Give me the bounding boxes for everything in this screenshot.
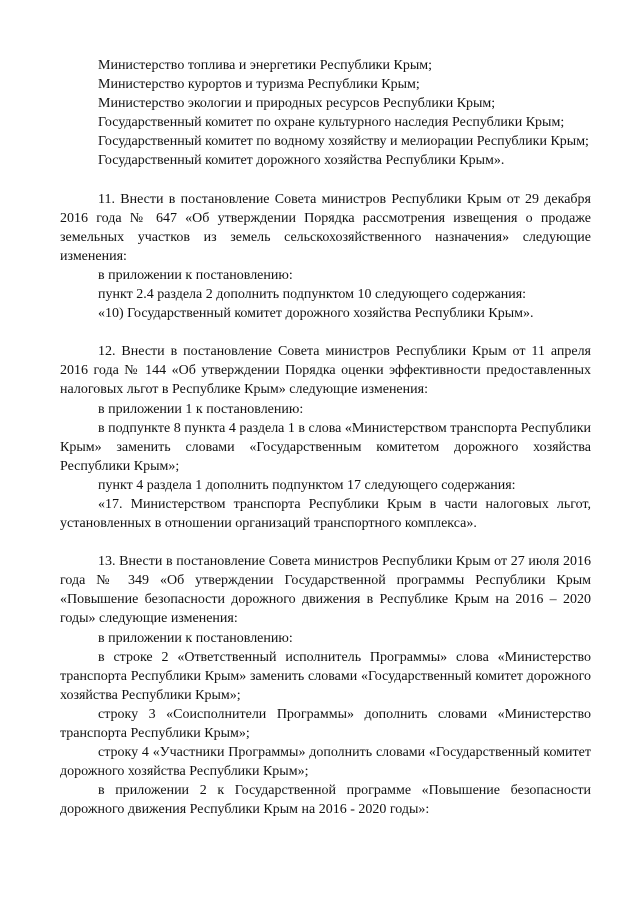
paragraph: в приложении к постановлению: [98,630,293,646]
paragraph: «17. Министерством транспорта Республики Крым в части налоговых льгот, установленных в отношении организаций транспортного комплекса». [60,496,591,532]
item-11-heading: 11. Внести в постановление Совета министров Республики Крым от 29 декабря 2016 года № 647 «Об утверждении Порядка рассмотрения извещения о продаже земельных участков из земель сельскохозяйственного назначения» следующие изменения: [60,191,591,264]
paragraph: Министерство экологии и природных ресурсов Республики Крым; [98,96,496,112]
paragraph: «10) Государственный комитет дорожного хозяйства Республики Крым». [98,306,534,322]
paragraph: Государственный комитет по охране культурного наследия Республики Крым; [98,115,565,131]
paragraph: Министерство топлива и энергетики Республики Крым; [98,58,432,73]
paragraph: в приложении 1 к постановлению: [98,401,304,417]
paragraph: строку 3 «Соисполнители Программы» дополнить словами «Министерство транспорта Республики Крым»; [60,706,591,741]
paragraph: Государственный комитет по водному хозяйству и мелиорации Республики Крым; [98,134,589,150]
item-13-heading: 13. Внести в постановление Совета министров Республики Крым от 27 июля 2016 года № 349 «Об утверждении Государственной программы Республики Крым «Повышение безопасности дорожного движения в Республике Крым на 2016 – 2020 годы» следующие изменения: [60,554,591,627]
paragraph: Государственный комитет дорожного хозяйства Республики Крым». [98,153,505,169]
paragraph: в приложении 2 к Государственной программе «Повышение безопасности дорожного движения Республики Крым на 2016 - 2020 годы»: [60,783,591,818]
document-page [60,56,591,819]
paragraph-gap [60,323,591,342]
paragraph: в подпункте 8 пункта 4 раздела 1 в слова «Министерством транспорта Республики Крым» заменить словами «Государственным комитетом дорожного хозяйства Республики Крым»; [60,420,592,474]
paragraph: строку 4 «Участники Программы» дополнить словами «Государственный комитет дорожного хозяйства Республики Крым»; [60,745,591,780]
paragraph: Министерство курортов и туризма Республики Крым; [98,77,420,93]
paragraph-gap [60,171,591,190]
paragraph: пункт 4 раздела 1 дополнить подпунктом 17 следующего содержания: [98,477,516,493]
paragraph: в строке 2 «Ответственный исполнитель Программы» слова «Министерство транспорта Республики Крым» заменить словами «Государственный комитет дорожного хозяйства Республики Крым»; [60,649,591,703]
item-12-heading: 12. Внести в постановление Совета министров Республики Крым от 11 апреля 2016 года № 144 «Об утверждении Порядка оценки эффективности предоставленных налоговых льгот в Республике Крым» следующие изменения: [60,344,591,398]
paragraph: пункт 2.4 раздела 2 дополнить подпунктом 10 следующего содержания: [98,287,527,303]
paragraph-gap [60,533,591,552]
paragraph: в приложении к постановлению: [98,267,293,283]
